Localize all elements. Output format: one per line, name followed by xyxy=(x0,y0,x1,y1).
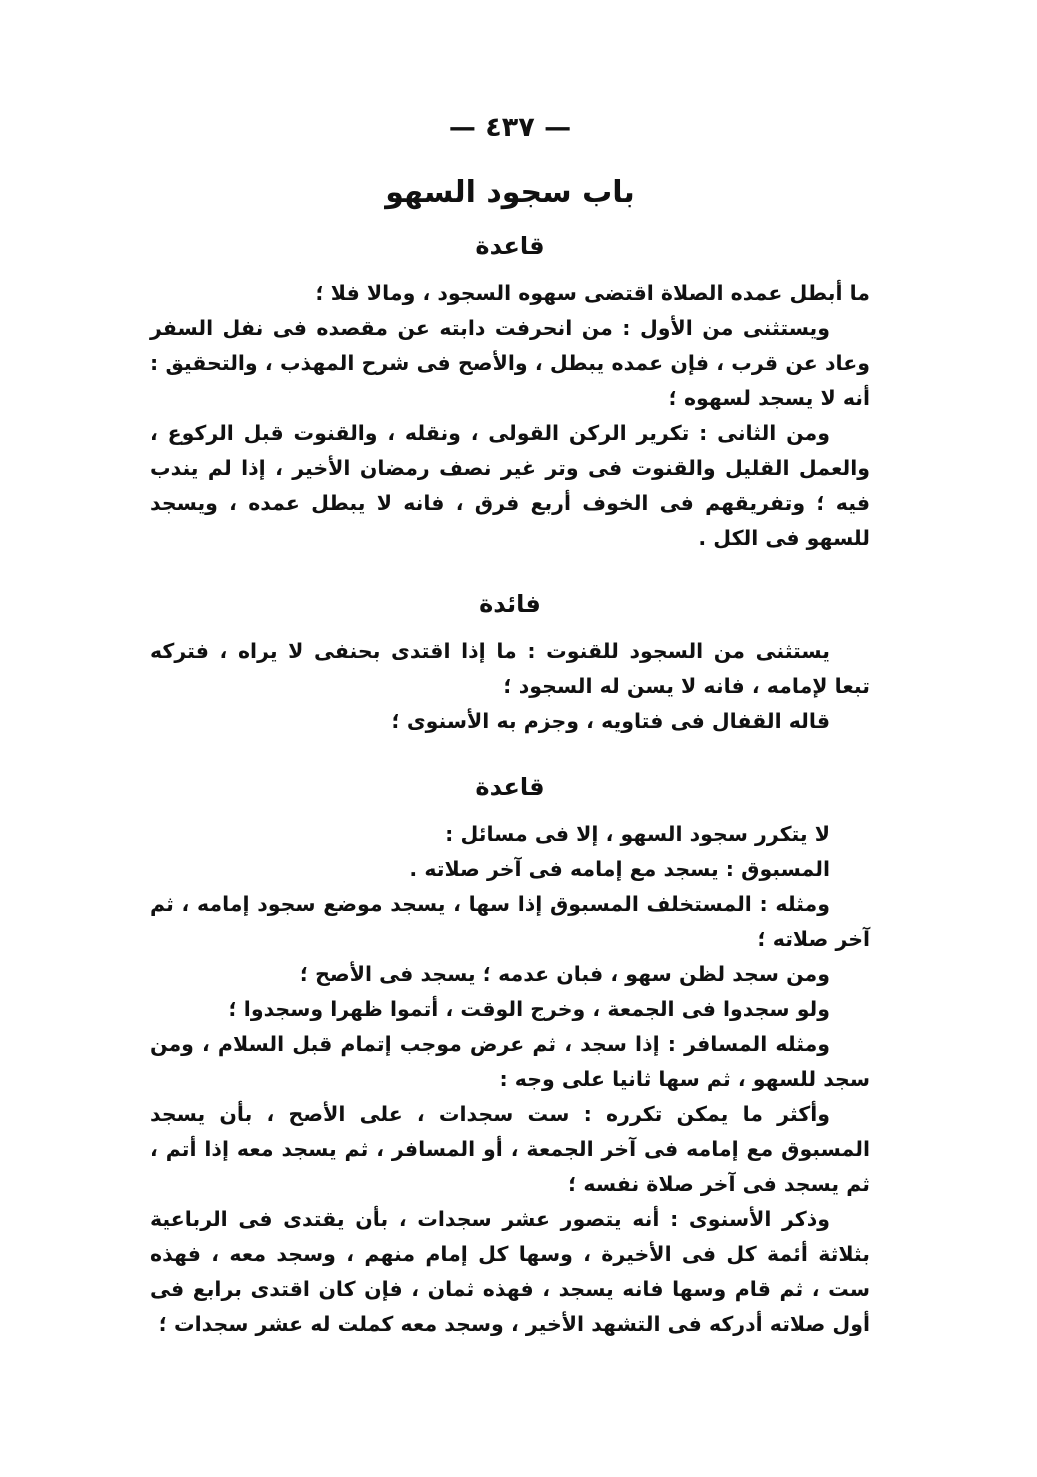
paragraph: قاله القفال فى فتاويه ، وجزم به الأسنوى ؛ xyxy=(391,709,830,733)
paragraph: وذكر الأسنوى : أنه يتصور عشر سجدات ، بأن يقتدى فى الرباعية بثلاثة أئمة كل فى الأخيرة ، وسها كل إمام منهم ، وسجد معه ، فهذه ست ، ثم قام وسها فانه يسجد ، فهذه ثمان ، فإن كان اقتدى برابع فى أول صلاته أدركه فى التشهد الأخير ، وسجد معه كملت له عشر سجدات ؛ xyxy=(150,1207,870,1336)
section-benefit xyxy=(150,590,870,739)
paragraph: وأكثر ما يمكن تكرره : ست سجدات ، على الأصح ، بأن يسجد المسبوق مع إمامه فى آخر الجمعة ، أو المسافر ، ثم يسجد معه إذا أتم ، ثم يسجد فى آخر صلاة نفسه ؛ xyxy=(150,1102,870,1196)
paragraph: ومن الثانى : تكرير الركن القولى ، ونقله ، والقنوت قبل الركوع ، والعمل القليل والقنوت فى وتر غير نصف رمضان الأخير ، إذا لم يندب فيه ؛ وتفريقهم فى الخوف أربع فرق ، فانه لا يبطل عمده ، ويسجد للسهو فى الكل . xyxy=(150,421,870,550)
section-rule-1 xyxy=(150,232,870,556)
paragraph: ولو سجدوا فى الجمعة ، وخرج الوقت ، أتموا ظهرا وسجدوا ؛ xyxy=(228,997,830,1021)
paragraph: المسبوق : يسجد مع إمامه فى آخر صلاته . xyxy=(409,857,830,881)
paragraph: ومثله : المستخلف المسبوق إذا سها ، يسجد موضع سجود إمامه ، ثم آخر صلاته ؛ xyxy=(150,892,870,951)
paragraph: لا يتكرر سجود السهو ، إلا فى مسائل : xyxy=(445,822,830,846)
paragraph: ومثله المسافر : إذا سجد ، ثم عرض موجب إتمام قبل السلام ، ومن سجد للسهو ، ثم سها ثانيا على وجه : xyxy=(150,1032,870,1091)
paragraph: ويستثنى من الأول : من انحرفت دابته عن مقصده فى نفل السفر وعاد عن قرب ، فإن عمده يبطل ، والأصح فى شرح المهذب ، والتحقيق : أنه لا يسجد لسهوه ؛ xyxy=(150,316,870,410)
section-heading: قاعدة xyxy=(475,232,545,260)
chapter-title: باب سجود السهو xyxy=(385,175,635,210)
section-heading: فائدة xyxy=(479,590,541,618)
section-heading: قاعدة xyxy=(475,773,545,801)
paragraph: يستثنى من السجود للقنوت : ما إذا اقتدى بحنفى لا يراه ، فتركه تبعا لإمامه ، فانه لا يسن له السجود ؛ xyxy=(150,639,870,698)
section-rule-2 xyxy=(150,773,870,1342)
page xyxy=(150,100,870,1342)
page-number: — ٤٣٧ — xyxy=(448,112,572,143)
paragraph: ما أبطل عمده الصلاة اقتضى سهوه السجود ، ومالا فلا ؛ xyxy=(315,281,870,305)
paragraph: ومن سجد لظن سهو ، فبان عدمه ؛ يسجد فى الأصح ؛ xyxy=(299,962,830,986)
